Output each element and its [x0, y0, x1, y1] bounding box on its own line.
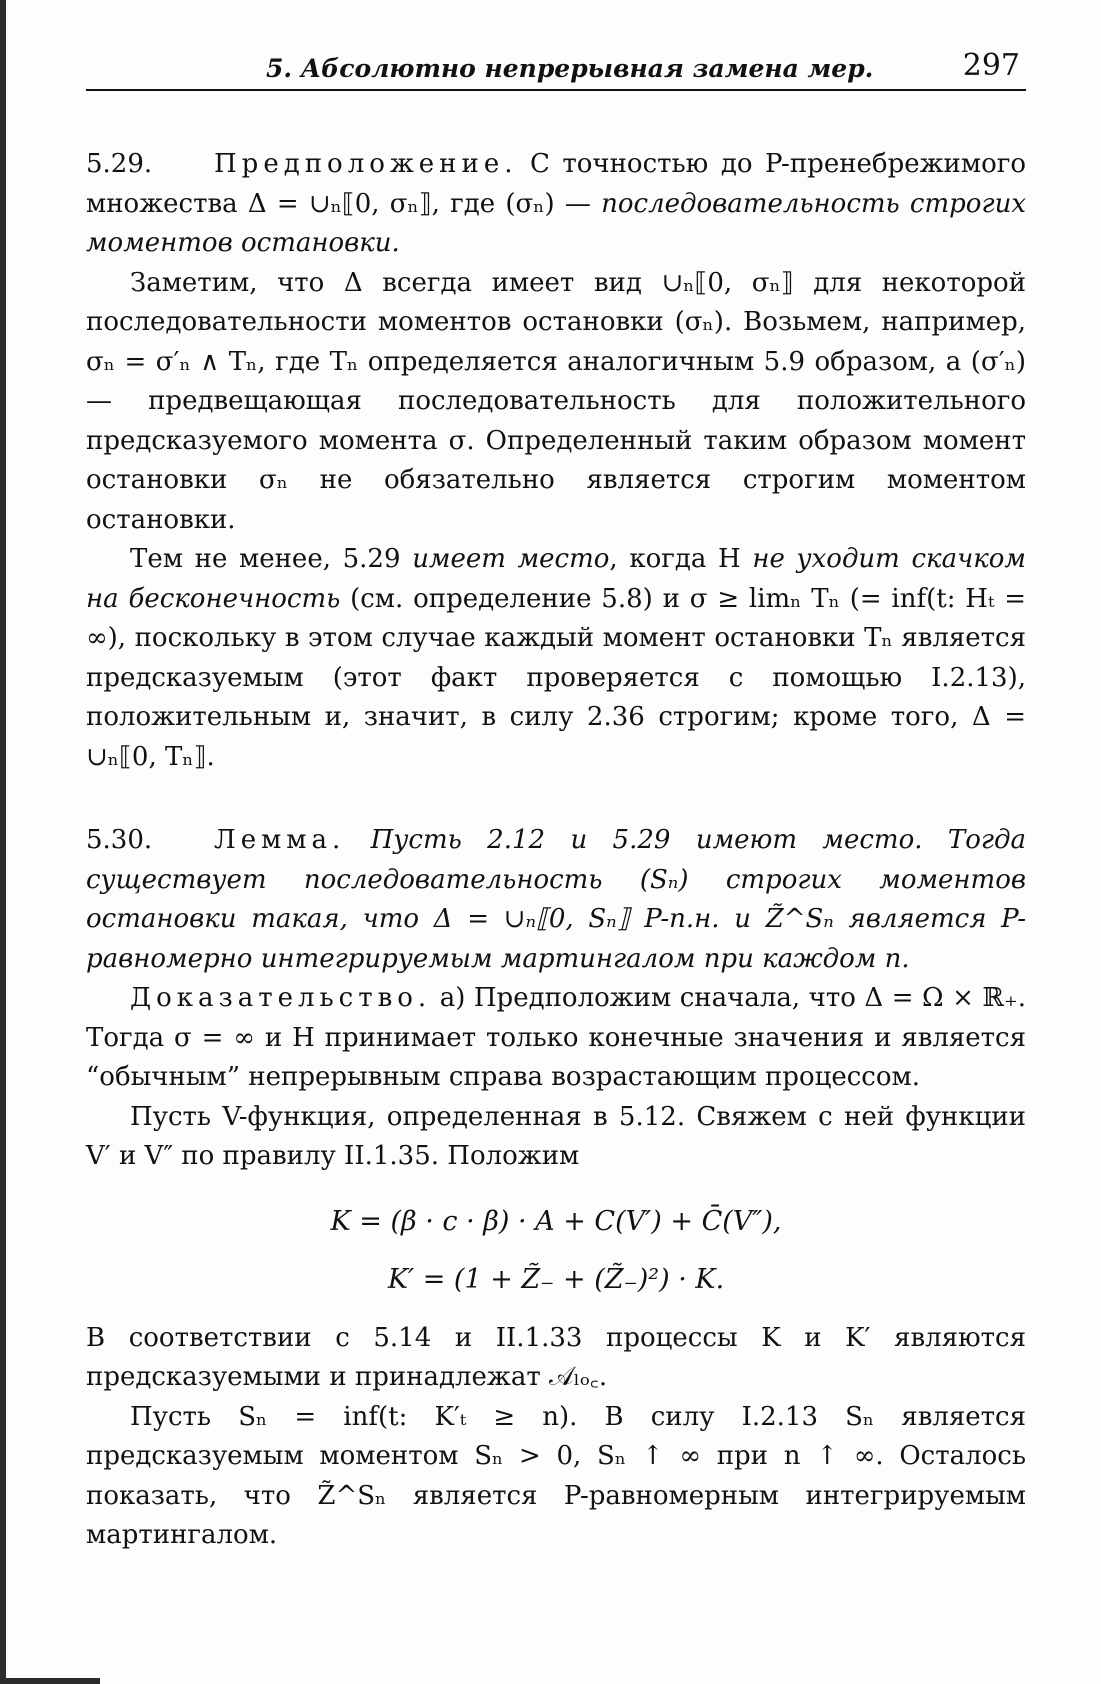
paragraph: Пусть Sₙ = inf(t: K′ₜ ≥ n). В силу I.2.13 Sₙ является предсказуемым моментом Sₙ > 0, Sₙ ↑ ∞ при n ↑ ∞. Осталось показать, что Z̃^Sₙ является P-равномерным интегрируемым мартингалом. [86, 1401, 1026, 1550]
section-title: Предположение. [214, 149, 518, 179]
section-number: 5.30. [86, 825, 153, 855]
page-number: 297 [962, 48, 1020, 83]
assumption-statement: С точностью до P-пренебрежимого множества Δ = ∪ₙ⟦0, σₙ⟧, где (σₙ) — [86, 149, 1026, 219]
text-run: a) Предположим сначала, что Δ = Ω × ℝ₊. Тогда σ = ∞ и H принимает только конечные значения и является “обычным” непрерывным справа возрастающим процессом. [86, 983, 1026, 1092]
section-number: 5.29. [86, 149, 153, 179]
formula-k: K = (β · c · β) · A + C(V′) + C̄(V″), [330, 1205, 782, 1237]
paragraph: Пусть V-функция, определенная в 5.12. Свяжем с ней функции V′ и V″ по правилу II.1.35. Положим [86, 1101, 1026, 1171]
lemma-5-30 [86, 821, 1026, 979]
text-run: Тем не менее, 5.29 [130, 544, 413, 574]
paragraph [86, 540, 1026, 777]
text-run-italic: имеет место [412, 544, 610, 574]
proof-label: Доказательство. [130, 983, 432, 1013]
lemma-statement: Пусть 2.12 и 5.29 имеют место. Тогда существует последовательность (Sₙ) строгих моментов остановки такая, что Δ = ∪ₙ⟦0, Sₙ⟧ P-п.н. и Z̃^Sₙ является P-равномерно интегрируемым мартингалом при каждом n. [86, 825, 1026, 974]
book-page [86, 48, 1026, 1556]
formula-k-prime: K′ = (1 + Z̃₋ + (Z̃₋)²) · K. [387, 1263, 725, 1295]
page-left-edge [0, 0, 6, 1684]
running-title: 5. Абсолютно непрерывная замена мер. [266, 54, 874, 83]
running-head [86, 48, 1026, 91]
proof-paragraph [86, 979, 1026, 1098]
body-text [86, 145, 1026, 1556]
text-run-italic: не уходит скачком на бесконечность [86, 544, 1026, 614]
paragraph: В соответствии с 5.14 и II.1.33 процессы K и K′ являются предсказуемыми и принадлежат 𝒜ₗₒ꜀. [86, 1322, 1026, 1392]
assumption-statement-italic: последовательность строгих моментов остановки. [86, 188, 1026, 258]
assumption-5-29 [86, 145, 1026, 264]
paragraph: Заметим, что Δ всегда имеет вид ∪ₙ⟦0, σₙ⟧ для некоторой последовательности моментов остановки (σₙ). Возьмем, например, σₙ = σ′ₙ ∧ Tₙ, где Tₙ определяется аналогичным 5.9 образом, а (σ′ₙ) — предвещающая последовательность для положительного предсказуемого момента σ. Определенный таким образом момент остановки σₙ не обязательно является строгим моментом остановки. [86, 267, 1026, 535]
page-bottom-edge [0, 1678, 100, 1684]
section-title: Лемма. [214, 825, 346, 855]
text-run: , когда H [609, 544, 753, 574]
text-run: (см. определение 5.8) и σ ≥ limₙ Tₙ (= inf(t: Hₜ = ∞), поскольку в этом случае каждый момент остановки Tₙ является предсказуемым (этот факт проверяется с помощью I.2.13), положительным и, значит, в силу 2.36 строгим; кроме того, Δ = ∪ₙ⟦0, Tₙ⟧. [86, 583, 1026, 772]
